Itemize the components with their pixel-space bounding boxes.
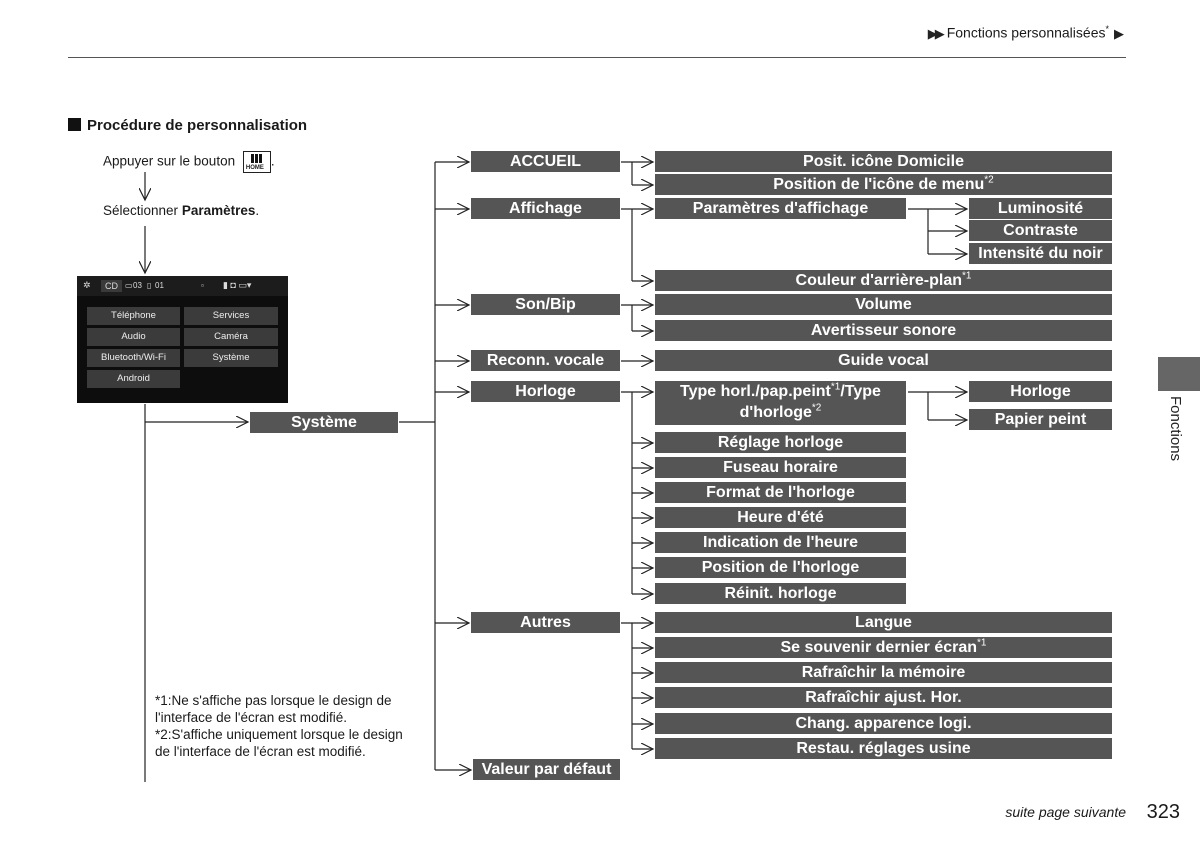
screen-button-services: Services (184, 307, 278, 325)
node-format-horloge: Format de l'horloge (655, 482, 906, 503)
gear-icon: ✲ (83, 280, 91, 290)
step-2-bold: Paramètres (181, 203, 256, 218)
breadcrumb-label: Fonctions personnalisées (946, 24, 1106, 41)
node-se-souvenir-dernier-ecran (655, 637, 1112, 658)
footnote-ref: *2 (811, 402, 822, 414)
node-contraste: Contraste (969, 220, 1112, 241)
node-couleur-arriere-plan-label: Couleur d'arrière-plan (795, 272, 963, 289)
node-posit-icone-domicile: Posit. icône Domicile (655, 151, 1112, 172)
screen-button-systeme: Système (184, 349, 278, 367)
step-2-prefix: Sélectionner (103, 203, 182, 218)
track-info: 03 (133, 281, 142, 290)
screen-button-camera: Caméra (184, 328, 278, 346)
node-heure-ete: Heure d'été (655, 507, 906, 528)
node-type-horloge-line2: d'horloge (739, 404, 812, 421)
node-se-souvenir-label: Se souvenir dernier écran (780, 639, 978, 656)
continued-label: suite page suivante (1005, 804, 1126, 820)
node-papier-peint: Papier peint (969, 409, 1112, 430)
node-valeur-par-defaut: Valeur par défaut (473, 759, 620, 780)
node-indication-heure: Indication de l'heure (655, 532, 906, 553)
step-1-text: Appuyer sur le bouton (103, 153, 236, 169)
node-accueil: ACCUEIL (471, 151, 620, 172)
step-2-end: . (255, 203, 260, 218)
folder-icon: ▯ (147, 281, 152, 290)
node-horloge-type: Horloge (969, 381, 1112, 402)
node-restau-reglages-usine: Restau. réglages usine (655, 738, 1112, 759)
footnote-ref: *1 (977, 637, 987, 649)
node-reinit-horloge: Réinit. horloge (655, 583, 906, 604)
node-horloge: Horloge (471, 381, 620, 402)
node-position-horloge: Position de l'horloge (655, 557, 906, 578)
node-autres: Autres (471, 612, 620, 633)
node-position-icone-menu-label: Position de l'icône de menu (773, 176, 985, 193)
node-reglage-horloge: Réglage horloge (655, 432, 906, 453)
screen-button-bluetooth-wifi: Bluetooth/Wi-Fi (87, 349, 180, 367)
node-affichage: Affichage (471, 198, 620, 219)
screen-button-telephone: Téléphone (87, 307, 180, 325)
image-icon: ▫ (201, 281, 204, 290)
screen-button-android: Android (87, 370, 180, 388)
folder-info: 01 (155, 281, 164, 290)
node-parametres-affichage: Paramètres d'affichage (655, 198, 906, 219)
node-systeme: Système (250, 412, 398, 433)
node-luminosite: Luminosité (969, 198, 1112, 219)
node-rafraichir-ajust-hor: Rafraîchir ajust. Hor. (655, 687, 1112, 708)
arrow-right-icon: ▶ (1114, 25, 1121, 41)
footnote-ref: *2 (984, 174, 994, 186)
node-avertisseur-sonore: Avertisseur sonore (655, 320, 1112, 341)
node-reconn-vocale: Reconn. vocale (471, 350, 620, 371)
node-chang-apparence-logi: Chang. apparence logi. (655, 713, 1112, 734)
home-button-label: HOME (245, 165, 264, 171)
node-fuseau-horaire: Fuseau horaire (655, 457, 906, 478)
breadcrumb-sup: * (1105, 24, 1109, 34)
node-son-bip: Son/Bip (471, 294, 620, 315)
double-arrow-icon: ▶▶ (927, 25, 942, 41)
disc-icon: ▭ (125, 281, 133, 290)
node-volume: Volume (655, 294, 1112, 315)
node-type-horloge-line1: Type horl./pap.peint (680, 383, 831, 400)
node-type-horloge (655, 381, 906, 425)
side-tab-marker (1158, 357, 1200, 391)
status-icons: ▮ ◘ ▭▾ (223, 280, 252, 290)
node-type-horloge-line1b: /Type (840, 383, 881, 400)
node-guide-vocal: Guide vocal (655, 350, 1112, 371)
footnote-2: *2:S'affiche uniquement lorsque le design de l'interface de l'écran est modifié. (155, 727, 403, 759)
source-label: CD (101, 280, 122, 292)
footnote-ref: *1 (962, 270, 972, 282)
screen-button-audio: Audio (87, 328, 180, 346)
node-langue: Langue (655, 612, 1112, 633)
section-title-text: Procédure de personnalisation (87, 117, 308, 134)
footnote-ref: *1 (830, 381, 841, 393)
node-position-icone-menu (655, 174, 1112, 195)
side-tab-label: Fonctions (1167, 396, 1184, 462)
node-intensite-noir: Intensité du noir (969, 243, 1112, 264)
footnote-1: *1:Ne s'affiche pas lorsque le design de l'interface de l'écran est modifié. (155, 693, 392, 725)
node-couleur-arriere-plan (655, 270, 1112, 291)
step-1-end: . (270, 153, 275, 169)
node-rafraichir-memoire: Rafraîchir la mémoire (655, 662, 1112, 683)
page-number: 323 (1146, 801, 1180, 823)
